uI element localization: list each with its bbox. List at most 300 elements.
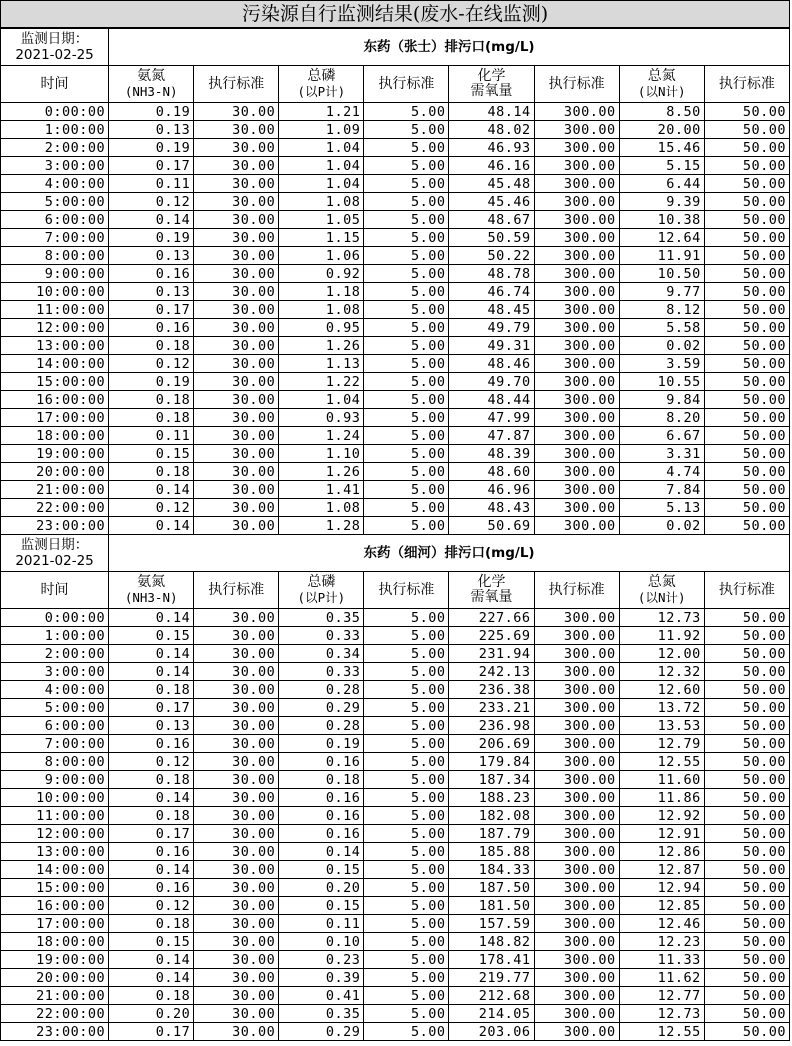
cell-nitrogen-standard: 50.00 bbox=[704, 843, 789, 861]
cell-ammonia-standard: 30.00 bbox=[194, 139, 279, 157]
cell-nitrogen-standard: 50.00 bbox=[704, 771, 789, 789]
table-row bbox=[1, 409, 790, 427]
cell-phosphorus-standard: 5.00 bbox=[364, 247, 449, 265]
cell-ammonia-standard: 30.00 bbox=[194, 681, 279, 699]
cell-cod: 179.84 bbox=[449, 753, 534, 771]
cell-ammonia-nitrogen: 0.17 bbox=[109, 157, 194, 175]
cell-nitrogen-standard: 50.00 bbox=[704, 681, 789, 699]
cell-total-phosphorus: 1.18 bbox=[279, 283, 364, 301]
cell-cod-standard: 300.00 bbox=[534, 247, 619, 265]
cell-ammonia-standard: 30.00 bbox=[194, 771, 279, 789]
table-row bbox=[1, 627, 790, 645]
cell-nitrogen-standard: 50.00 bbox=[704, 427, 789, 445]
cell-cod-standard: 300.00 bbox=[534, 609, 619, 627]
cell-time: 4:00:00 bbox=[1, 681, 109, 699]
cell-cod: 225.69 bbox=[449, 627, 534, 645]
cell-nitrogen-standard: 50.00 bbox=[704, 283, 789, 301]
cell-ammonia-nitrogen: 0.12 bbox=[109, 499, 194, 517]
cell-nitrogen-standard: 50.00 bbox=[704, 481, 789, 499]
cell-cod-standard: 300.00 bbox=[534, 391, 619, 409]
cell-phosphorus-standard: 5.00 bbox=[364, 355, 449, 373]
monitoring-date-label: 监测日期： bbox=[20, 537, 89, 553]
cell-ammonia-nitrogen: 0.11 bbox=[109, 427, 194, 445]
outlet-name: 东药（细河）排污口(mg/L) bbox=[109, 535, 790, 572]
cell-total-phosphorus: 0.16 bbox=[279, 825, 364, 843]
cell-cod-standard: 300.00 bbox=[534, 969, 619, 987]
table-row bbox=[1, 373, 790, 391]
cell-ammonia-nitrogen: 0.15 bbox=[109, 627, 194, 645]
cell-cod: 48.67 bbox=[449, 211, 534, 229]
cell-cod: 45.46 bbox=[449, 193, 534, 211]
cell-time: 20:00:00 bbox=[1, 463, 109, 481]
cell-time: 10:00:00 bbox=[1, 789, 109, 807]
cell-ammonia-standard: 30.00 bbox=[194, 211, 279, 229]
cell-cod: 184.33 bbox=[449, 861, 534, 879]
cell-total-phosphorus: 1.04 bbox=[279, 391, 364, 409]
cell-ammonia-nitrogen: 0.19 bbox=[109, 373, 194, 391]
cell-time: 15:00:00 bbox=[1, 373, 109, 391]
cell-phosphorus-standard: 5.00 bbox=[364, 283, 449, 301]
table-row bbox=[1, 229, 790, 247]
cell-total-nitrogen: 12.60 bbox=[619, 681, 704, 699]
cell-ammonia-standard: 30.00 bbox=[194, 699, 279, 717]
table-row bbox=[1, 121, 790, 139]
cell-cod: 46.96 bbox=[449, 481, 534, 499]
cell-time: 20:00:00 bbox=[1, 969, 109, 987]
cell-time: 21:00:00 bbox=[1, 987, 109, 1005]
table-row bbox=[1, 1023, 790, 1041]
cell-total-phosphorus: 0.33 bbox=[279, 627, 364, 645]
cell-total-phosphorus: 0.93 bbox=[279, 409, 364, 427]
column-header-ammonia-nitrogen bbox=[109, 572, 194, 609]
cell-ammonia-nitrogen: 0.18 bbox=[109, 915, 194, 933]
cell-cod-standard: 300.00 bbox=[534, 771, 619, 789]
cell-total-phosphorus: 1.13 bbox=[279, 355, 364, 373]
cell-phosphorus-standard: 5.00 bbox=[364, 1023, 449, 1041]
cell-phosphorus-standard: 5.00 bbox=[364, 103, 449, 121]
cell-ammonia-standard: 30.00 bbox=[194, 645, 279, 663]
cell-cod-standard: 300.00 bbox=[534, 1023, 619, 1041]
table-row bbox=[1, 969, 790, 987]
cell-time: 6:00:00 bbox=[1, 717, 109, 735]
cell-cod-standard: 300.00 bbox=[534, 103, 619, 121]
cell-phosphorus-standard: 5.00 bbox=[364, 807, 449, 825]
cell-ammonia-nitrogen: 0.14 bbox=[109, 969, 194, 987]
cell-nitrogen-standard: 50.00 bbox=[704, 879, 789, 897]
cell-total-phosphorus: 0.28 bbox=[279, 717, 364, 735]
cell-ammonia-standard: 30.00 bbox=[194, 463, 279, 481]
cell-phosphorus-standard: 5.00 bbox=[364, 301, 449, 319]
cell-phosphorus-standard: 5.00 bbox=[364, 445, 449, 463]
table-row bbox=[1, 499, 790, 517]
cell-cod: 178.41 bbox=[449, 951, 534, 969]
column-header-line1: 化学 bbox=[477, 68, 506, 84]
cell-time: 21:00:00 bbox=[1, 481, 109, 499]
cell-time: 0:00:00 bbox=[1, 103, 109, 121]
cell-phosphorus-standard: 5.00 bbox=[364, 193, 449, 211]
cell-cod: 50.59 bbox=[449, 229, 534, 247]
cell-nitrogen-standard: 50.00 bbox=[704, 753, 789, 771]
table-row bbox=[1, 717, 790, 735]
cell-total-phosphorus: 0.15 bbox=[279, 861, 364, 879]
table-row bbox=[1, 699, 790, 717]
cell-phosphorus-standard: 5.00 bbox=[364, 861, 449, 879]
cell-time: 23:00:00 bbox=[1, 1023, 109, 1041]
cell-time: 12:00:00 bbox=[1, 319, 109, 337]
cell-total-nitrogen: 12.79 bbox=[619, 735, 704, 753]
cell-ammonia-nitrogen: 0.18 bbox=[109, 987, 194, 1005]
cell-ammonia-nitrogen: 0.12 bbox=[109, 193, 194, 211]
cell-total-nitrogen: 10.55 bbox=[619, 373, 704, 391]
cell-phosphorus-standard: 5.00 bbox=[364, 771, 449, 789]
cell-ammonia-standard: 30.00 bbox=[194, 879, 279, 897]
cell-ammonia-nitrogen: 0.15 bbox=[109, 445, 194, 463]
cell-time: 5:00:00 bbox=[1, 699, 109, 717]
cell-time: 8:00:00 bbox=[1, 753, 109, 771]
cell-total-phosphorus: 0.35 bbox=[279, 1005, 364, 1023]
cell-ammonia-standard: 30.00 bbox=[194, 265, 279, 283]
column-header-line1: 执行标准 bbox=[718, 581, 775, 598]
cell-cod-standard: 300.00 bbox=[534, 807, 619, 825]
column-header-line2: (以N计) bbox=[637, 590, 686, 605]
table-row bbox=[1, 735, 790, 753]
cell-cod-standard: 300.00 bbox=[534, 681, 619, 699]
cell-phosphorus-standard: 5.00 bbox=[364, 933, 449, 951]
cell-ammonia-nitrogen: 0.18 bbox=[109, 391, 194, 409]
cell-nitrogen-standard: 50.00 bbox=[704, 609, 789, 627]
cell-time: 10:00:00 bbox=[1, 283, 109, 301]
cell-nitrogen-standard: 50.00 bbox=[704, 337, 789, 355]
table-row bbox=[1, 481, 790, 499]
table-row bbox=[1, 301, 790, 319]
cell-cod-standard: 300.00 bbox=[534, 193, 619, 211]
cell-ammonia-standard: 30.00 bbox=[194, 789, 279, 807]
cell-time: 1:00:00 bbox=[1, 121, 109, 139]
table-row bbox=[1, 265, 790, 283]
cell-ammonia-standard: 30.00 bbox=[194, 193, 279, 211]
cell-cod: 188.23 bbox=[449, 789, 534, 807]
cell-cod: 242.13 bbox=[449, 663, 534, 681]
cell-cod-standard: 300.00 bbox=[534, 211, 619, 229]
cell-ammonia-nitrogen: 0.12 bbox=[109, 897, 194, 915]
cell-ammonia-standard: 30.00 bbox=[194, 355, 279, 373]
cell-ammonia-nitrogen: 0.14 bbox=[109, 789, 194, 807]
cell-ammonia-standard: 30.00 bbox=[194, 717, 279, 735]
cell-total-nitrogen: 7.84 bbox=[619, 481, 704, 499]
table-row bbox=[1, 753, 790, 771]
cell-phosphorus-standard: 5.00 bbox=[364, 843, 449, 861]
cell-total-nitrogen: 15.46 bbox=[619, 139, 704, 157]
cell-ammonia-nitrogen: 0.17 bbox=[109, 699, 194, 717]
cell-total-nitrogen: 20.00 bbox=[619, 121, 704, 139]
column-header-ammonia-standard bbox=[194, 572, 279, 609]
cell-ammonia-nitrogen: 0.14 bbox=[109, 481, 194, 499]
cell-total-phosphorus: 0.16 bbox=[279, 807, 364, 825]
cell-total-phosphorus: 0.20 bbox=[279, 879, 364, 897]
cell-ammonia-standard: 30.00 bbox=[194, 157, 279, 175]
cell-nitrogen-standard: 50.00 bbox=[704, 717, 789, 735]
cell-nitrogen-standard: 50.00 bbox=[704, 915, 789, 933]
column-header-time bbox=[1, 66, 109, 103]
cell-ammonia-standard: 30.00 bbox=[194, 861, 279, 879]
cell-total-phosphorus: 0.29 bbox=[279, 1023, 364, 1041]
cell-ammonia-nitrogen: 0.13 bbox=[109, 717, 194, 735]
cell-phosphorus-standard: 5.00 bbox=[364, 609, 449, 627]
cell-nitrogen-standard: 50.00 bbox=[704, 463, 789, 481]
column-header-line2: (以N计) bbox=[637, 84, 686, 99]
cell-cod: 48.78 bbox=[449, 265, 534, 283]
cell-ammonia-nitrogen: 0.12 bbox=[109, 355, 194, 373]
cell-ammonia-nitrogen: 0.16 bbox=[109, 319, 194, 337]
cell-total-phosphorus: 0.11 bbox=[279, 915, 364, 933]
cell-nitrogen-standard: 50.00 bbox=[704, 699, 789, 717]
cell-ammonia-standard: 30.00 bbox=[194, 663, 279, 681]
cell-total-phosphorus: 0.35 bbox=[279, 609, 364, 627]
table-row bbox=[1, 987, 790, 1005]
cell-cod: 49.31 bbox=[449, 337, 534, 355]
column-header-line1: 化学 bbox=[477, 574, 506, 590]
cell-total-phosphorus: 1.28 bbox=[279, 517, 364, 535]
cell-nitrogen-standard: 50.00 bbox=[704, 301, 789, 319]
cell-ammonia-standard: 30.00 bbox=[194, 409, 279, 427]
table-row bbox=[1, 463, 790, 481]
cell-cod: 47.99 bbox=[449, 409, 534, 427]
cell-cod-standard: 300.00 bbox=[534, 481, 619, 499]
cell-nitrogen-standard: 50.00 bbox=[704, 807, 789, 825]
table-row bbox=[1, 283, 790, 301]
monitoring-date-label: 监测日期： bbox=[20, 31, 89, 47]
cell-time: 19:00:00 bbox=[1, 445, 109, 463]
cell-ammonia-standard: 30.00 bbox=[194, 969, 279, 987]
cell-phosphorus-standard: 5.00 bbox=[364, 391, 449, 409]
cell-total-nitrogen: 12.94 bbox=[619, 879, 704, 897]
column-header-total-nitrogen bbox=[619, 66, 704, 103]
cell-time: 2:00:00 bbox=[1, 645, 109, 663]
cell-total-phosphorus: 0.10 bbox=[279, 933, 364, 951]
cell-total-nitrogen: 3.59 bbox=[619, 355, 704, 373]
cell-phosphorus-standard: 5.00 bbox=[364, 645, 449, 663]
column-header-total-phosphorus bbox=[279, 572, 364, 609]
cell-ammonia-nitrogen: 0.14 bbox=[109, 645, 194, 663]
cell-total-phosphorus: 1.05 bbox=[279, 211, 364, 229]
cell-cod-standard: 300.00 bbox=[534, 861, 619, 879]
cell-total-nitrogen: 0.02 bbox=[619, 517, 704, 535]
cell-time: 22:00:00 bbox=[1, 499, 109, 517]
cell-ammonia-nitrogen: 0.18 bbox=[109, 409, 194, 427]
cell-nitrogen-standard: 50.00 bbox=[704, 373, 789, 391]
column-header-line1: 氨氮 bbox=[137, 574, 166, 590]
cell-total-nitrogen: 10.50 bbox=[619, 265, 704, 283]
cell-total-phosphorus: 1.41 bbox=[279, 481, 364, 499]
cell-nitrogen-standard: 50.00 bbox=[704, 987, 789, 1005]
cell-nitrogen-standard: 50.00 bbox=[704, 157, 789, 175]
column-header-line1: 执行标准 bbox=[718, 75, 775, 92]
cell-total-phosphorus: 1.09 bbox=[279, 121, 364, 139]
cell-ammonia-standard: 30.00 bbox=[194, 807, 279, 825]
sheet-title: 污染源自行监测结果(废水-在线监测) bbox=[0, 0, 790, 28]
cell-phosphorus-standard: 5.00 bbox=[364, 175, 449, 193]
cell-ammonia-standard: 30.00 bbox=[194, 121, 279, 139]
cell-phosphorus-standard: 5.00 bbox=[364, 987, 449, 1005]
cell-cod: 219.77 bbox=[449, 969, 534, 987]
column-header-line1: 执行标准 bbox=[378, 75, 435, 92]
cell-ammonia-standard: 30.00 bbox=[194, 1005, 279, 1023]
cell-cod-standard: 300.00 bbox=[534, 517, 619, 535]
cell-cod-standard: 300.00 bbox=[534, 319, 619, 337]
table-row bbox=[1, 427, 790, 445]
cell-ammonia-nitrogen: 0.14 bbox=[109, 211, 194, 229]
cell-time: 11:00:00 bbox=[1, 807, 109, 825]
cell-phosphorus-standard: 5.00 bbox=[364, 627, 449, 645]
cell-ammonia-nitrogen: 0.19 bbox=[109, 229, 194, 247]
table-row bbox=[1, 175, 790, 193]
cell-cod: 181.50 bbox=[449, 897, 534, 915]
cell-cod: 157.59 bbox=[449, 915, 534, 933]
cell-total-phosphorus: 1.15 bbox=[279, 229, 364, 247]
cell-cod: 185.88 bbox=[449, 843, 534, 861]
cell-nitrogen-standard: 50.00 bbox=[704, 229, 789, 247]
cell-cod-standard: 300.00 bbox=[534, 933, 619, 951]
cell-ammonia-nitrogen: 0.13 bbox=[109, 121, 194, 139]
cell-time: 0:00:00 bbox=[1, 609, 109, 627]
cell-cod: 212.68 bbox=[449, 987, 534, 1005]
column-header-line1: 执行标准 bbox=[378, 581, 435, 598]
cell-cod-standard: 300.00 bbox=[534, 879, 619, 897]
cell-time: 16:00:00 bbox=[1, 897, 109, 915]
table-row bbox=[1, 771, 790, 789]
column-header-row bbox=[1, 572, 790, 609]
cell-ammonia-standard: 30.00 bbox=[194, 897, 279, 915]
table-row bbox=[1, 445, 790, 463]
cell-total-nitrogen: 3.31 bbox=[619, 445, 704, 463]
cell-cod-standard: 300.00 bbox=[534, 265, 619, 283]
section-info-row bbox=[1, 535, 790, 572]
column-header-total-phosphorus bbox=[279, 66, 364, 103]
cell-total-nitrogen: 12.55 bbox=[619, 753, 704, 771]
cell-cod-standard: 300.00 bbox=[534, 987, 619, 1005]
cell-ammonia-standard: 30.00 bbox=[194, 843, 279, 861]
column-header-line2: 需氧量 bbox=[470, 83, 513, 99]
table-row bbox=[1, 915, 790, 933]
cell-time: 22:00:00 bbox=[1, 1005, 109, 1023]
cell-cod-standard: 300.00 bbox=[534, 499, 619, 517]
cell-nitrogen-standard: 50.00 bbox=[704, 1005, 789, 1023]
cell-ammonia-nitrogen: 0.14 bbox=[109, 663, 194, 681]
table-row bbox=[1, 609, 790, 627]
cell-total-phosphorus: 1.24 bbox=[279, 427, 364, 445]
cell-ammonia-standard: 30.00 bbox=[194, 247, 279, 265]
table-row bbox=[1, 211, 790, 229]
cell-cod: 187.34 bbox=[449, 771, 534, 789]
column-header-cod bbox=[449, 572, 534, 609]
cell-nitrogen-standard: 50.00 bbox=[704, 627, 789, 645]
cell-ammonia-nitrogen: 0.17 bbox=[109, 825, 194, 843]
cell-phosphorus-standard: 5.00 bbox=[364, 915, 449, 933]
column-header-row bbox=[1, 66, 790, 103]
cell-cod: 47.87 bbox=[449, 427, 534, 445]
cell-cod-standard: 300.00 bbox=[534, 139, 619, 157]
cell-phosphorus-standard: 5.00 bbox=[364, 481, 449, 499]
cell-cod: 187.79 bbox=[449, 825, 534, 843]
table-row bbox=[1, 1005, 790, 1023]
column-header-line2: 需氧量 bbox=[470, 589, 513, 605]
cell-cod: 214.05 bbox=[449, 1005, 534, 1023]
cell-cod-standard: 300.00 bbox=[534, 1005, 619, 1023]
cell-ammonia-standard: 30.00 bbox=[194, 627, 279, 645]
cell-nitrogen-standard: 50.00 bbox=[704, 247, 789, 265]
cell-ammonia-standard: 30.00 bbox=[194, 915, 279, 933]
table-row bbox=[1, 193, 790, 211]
cell-total-nitrogen: 8.50 bbox=[619, 103, 704, 121]
cell-cod-standard: 300.00 bbox=[534, 627, 619, 645]
cell-ammonia-standard: 30.00 bbox=[194, 103, 279, 121]
cell-cod: 206.69 bbox=[449, 735, 534, 753]
cell-cod-standard: 300.00 bbox=[534, 663, 619, 681]
cell-total-nitrogen: 0.02 bbox=[619, 337, 704, 355]
cell-time: 3:00:00 bbox=[1, 157, 109, 175]
cell-cod: 148.82 bbox=[449, 933, 534, 951]
cell-ammonia-standard: 30.00 bbox=[194, 391, 279, 409]
table-row bbox=[1, 663, 790, 681]
cell-nitrogen-standard: 50.00 bbox=[704, 969, 789, 987]
table-row bbox=[1, 825, 790, 843]
column-header-line1: 氨氮 bbox=[137, 68, 166, 84]
cell-cod-standard: 300.00 bbox=[534, 717, 619, 735]
cell-total-nitrogen: 6.44 bbox=[619, 175, 704, 193]
cell-phosphorus-standard: 5.00 bbox=[364, 463, 449, 481]
cell-nitrogen-standard: 50.00 bbox=[704, 193, 789, 211]
cell-cod-standard: 300.00 bbox=[534, 157, 619, 175]
cell-time: 3:00:00 bbox=[1, 663, 109, 681]
cell-nitrogen-standard: 50.00 bbox=[704, 1023, 789, 1041]
cell-nitrogen-standard: 50.00 bbox=[704, 861, 789, 879]
cell-total-nitrogen: 13.72 bbox=[619, 699, 704, 717]
cell-phosphorus-standard: 5.00 bbox=[364, 699, 449, 717]
cell-time: 19:00:00 bbox=[1, 951, 109, 969]
column-header-phosphorus-standard bbox=[364, 66, 449, 103]
cell-ammonia-nitrogen: 0.19 bbox=[109, 103, 194, 121]
cell-ammonia-standard: 30.00 bbox=[194, 319, 279, 337]
table-row bbox=[1, 391, 790, 409]
cell-cod: 236.98 bbox=[449, 717, 534, 735]
cell-ammonia-standard: 30.00 bbox=[194, 517, 279, 535]
cell-total-nitrogen: 5.58 bbox=[619, 319, 704, 337]
cell-phosphorus-standard: 5.00 bbox=[364, 897, 449, 915]
cell-phosphorus-standard: 5.00 bbox=[364, 499, 449, 517]
cell-phosphorus-standard: 5.00 bbox=[364, 121, 449, 139]
cell-ammonia-standard: 30.00 bbox=[194, 825, 279, 843]
cell-total-nitrogen: 11.33 bbox=[619, 951, 704, 969]
cell-ammonia-standard: 30.00 bbox=[194, 283, 279, 301]
cell-phosphorus-standard: 5.00 bbox=[364, 427, 449, 445]
cell-ammonia-standard: 30.00 bbox=[194, 735, 279, 753]
cell-time: 8:00:00 bbox=[1, 247, 109, 265]
cell-cod-standard: 300.00 bbox=[534, 373, 619, 391]
cell-time: 9:00:00 bbox=[1, 771, 109, 789]
cell-ammonia-standard: 30.00 bbox=[194, 229, 279, 247]
cell-time: 1:00:00 bbox=[1, 627, 109, 645]
column-header-line1: 总氮 bbox=[647, 574, 676, 590]
cell-ammonia-nitrogen: 0.15 bbox=[109, 933, 194, 951]
cell-ammonia-nitrogen: 0.17 bbox=[109, 301, 194, 319]
cell-ammonia-nitrogen: 0.18 bbox=[109, 771, 194, 789]
column-header-time bbox=[1, 572, 109, 609]
cell-nitrogen-standard: 50.00 bbox=[704, 355, 789, 373]
table-row bbox=[1, 103, 790, 121]
column-header-line1: 执行标准 bbox=[548, 581, 605, 598]
cell-cod-standard: 300.00 bbox=[534, 283, 619, 301]
cell-nitrogen-standard: 50.00 bbox=[704, 645, 789, 663]
